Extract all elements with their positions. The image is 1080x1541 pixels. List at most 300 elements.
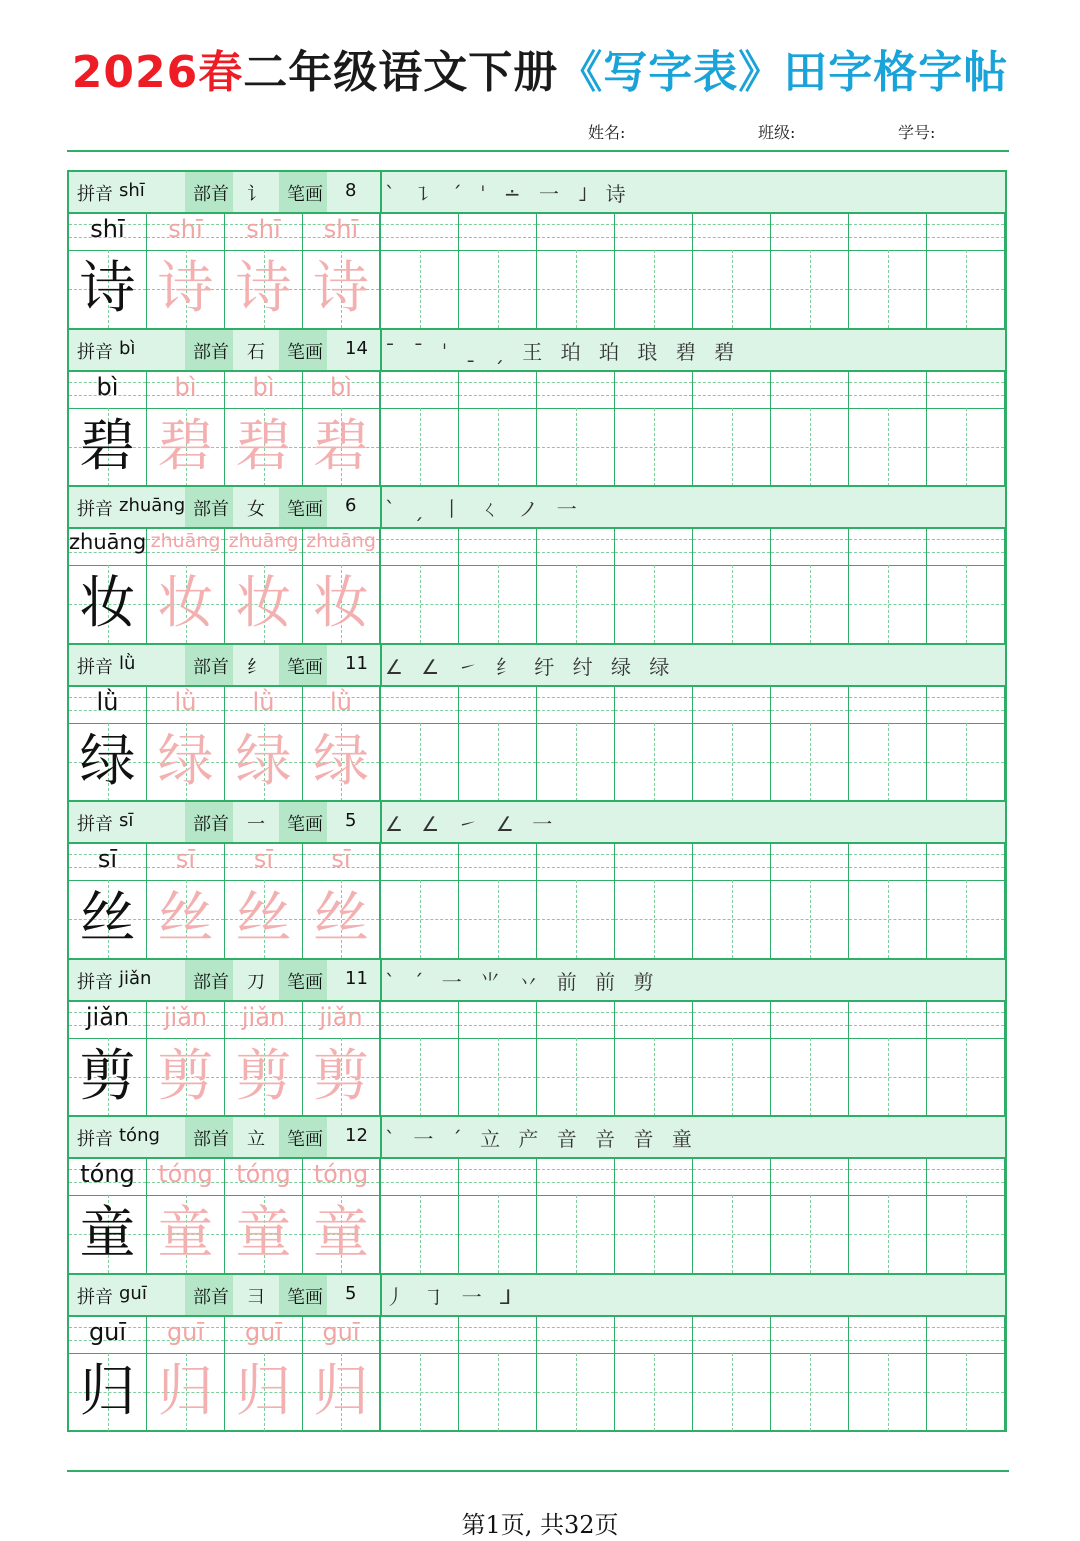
pinyin-practice-cell[interactable] — [459, 1315, 537, 1353]
pinyin-practice-cell[interactable] — [849, 685, 927, 723]
char-practice-cell[interactable] — [537, 723, 615, 801]
char-practice-cell[interactable] — [927, 565, 1005, 643]
char-trace: 丝 — [313, 886, 369, 951]
pinyin-practice-cell[interactable] — [459, 842, 537, 880]
char-row — [69, 565, 1005, 643]
pinyin-practice-cell[interactable] — [459, 685, 537, 723]
char-trace: 童 — [313, 1201, 369, 1266]
radical-label: 部首 — [193, 971, 229, 993]
char-practice-cell[interactable] — [771, 880, 849, 958]
strokes-label: 笔画 — [287, 971, 323, 993]
char-practice-cell[interactable] — [459, 408, 537, 486]
page-footer: 第1页, 共32页 — [461, 1511, 619, 1539]
radical-value: 女 — [247, 499, 265, 520]
title-subject: 《写字表》田字格字帖 — [558, 47, 1009, 98]
pinyin-practice-cell[interactable] — [693, 370, 771, 408]
bottom-divider — [67, 1470, 1009, 1472]
pinyin-practice-cell[interactable] — [927, 1000, 1005, 1038]
pinyin-trace: tóng — [158, 1160, 213, 1188]
pinyin-label: 拼音 — [77, 971, 113, 993]
char-cell — [147, 880, 225, 958]
char-row — [69, 250, 1005, 328]
pinyin-value: zhuāng — [119, 495, 186, 516]
pinyin-practice-cell[interactable] — [927, 370, 1005, 408]
radical-value: 纟 — [247, 656, 265, 678]
char-header — [69, 330, 1005, 372]
char-practice-cell[interactable] — [537, 1038, 615, 1116]
pinyin-cell — [147, 212, 225, 250]
char-trace: 归 — [235, 1358, 292, 1424]
pinyin-cell — [225, 685, 303, 723]
char-practice-cell[interactable] — [615, 565, 693, 643]
char-cell — [69, 1038, 147, 1116]
header-separator — [380, 645, 382, 685]
radical-value: 一 — [247, 814, 265, 835]
radical-label: 部首 — [193, 656, 229, 678]
pinyin-practice-cell[interactable] — [459, 527, 537, 565]
char-cell — [303, 880, 381, 958]
pinyin-cell — [69, 1315, 147, 1353]
pinyin-practice-cell[interactable] — [849, 1000, 927, 1038]
char-trace: 绿 — [313, 728, 369, 794]
char-practice-cell[interactable] — [381, 880, 459, 958]
char-practice-cell[interactable] — [537, 250, 615, 328]
radical-value: 讠 — [247, 184, 265, 205]
char-practice-cell[interactable] — [693, 723, 771, 801]
pinyin-practice-cell[interactable] — [693, 685, 771, 723]
char-practice-cell[interactable] — [537, 880, 615, 958]
pinyin-practice-cell[interactable] — [537, 685, 615, 723]
stroke-count: 12 — [345, 1125, 368, 1146]
pinyin-practice-cell[interactable] — [693, 527, 771, 565]
pinyin-cell — [303, 370, 381, 408]
char-practice-cell[interactable] — [849, 880, 927, 958]
char-practice-cell[interactable] — [615, 408, 693, 486]
pinyin-practice-cell[interactable] — [537, 527, 615, 565]
char-model: 诗 — [79, 256, 136, 321]
char-practice-cell[interactable] — [771, 1353, 849, 1431]
char-block — [67, 485, 1007, 643]
strokes-label: 笔画 — [287, 184, 323, 205]
pinyin-trace: lǜ — [174, 687, 197, 716]
char-cell — [225, 408, 303, 486]
pinyin-cell — [69, 370, 147, 408]
char-practice-cell[interactable] — [537, 1353, 615, 1431]
char-practice-cell[interactable] — [381, 1353, 459, 1431]
char-cell — [225, 250, 303, 328]
pinyin-value: shī — [119, 180, 145, 201]
char-cell — [69, 565, 147, 643]
pinyin-model: jiǎn — [85, 1002, 130, 1031]
pinyin-row — [69, 685, 1005, 724]
pinyin-cell — [69, 1157, 147, 1195]
char-practice-cell[interactable] — [849, 723, 927, 801]
pinyin-cell — [69, 527, 147, 565]
pinyin-practice-cell[interactable] — [381, 527, 459, 565]
char-trace: 绿 — [235, 728, 292, 794]
pinyin-trace: bì — [330, 372, 352, 401]
char-cell — [147, 565, 225, 643]
pinyin-practice-cell[interactable] — [927, 685, 1005, 723]
char-practice-cell[interactable] — [927, 250, 1005, 328]
pinyin-practice-cell[interactable] — [693, 842, 771, 880]
stroke-order: ∠ ∠ ㇀ ∠ 一 — [385, 812, 559, 836]
pinyin-label: 拼音 — [77, 184, 113, 205]
pinyin-label: 拼音 — [77, 499, 113, 520]
char-practice-cell[interactable] — [927, 723, 1005, 801]
pinyin-practice-cell[interactable] — [693, 1000, 771, 1038]
pinyin-practice-cell[interactable] — [615, 212, 693, 250]
char-trace: 妆 — [313, 571, 369, 636]
pinyin-cell — [303, 212, 381, 250]
char-block — [67, 1273, 1007, 1433]
pinyin-practice-cell[interactable] — [771, 527, 849, 565]
pinyin-cell — [147, 1000, 225, 1038]
char-model: 妆 — [79, 571, 136, 636]
page-title — [0, 36, 1080, 100]
pinyin-practice-cell[interactable] — [381, 842, 459, 880]
char-practice-cell[interactable] — [849, 408, 927, 486]
char-cell — [303, 408, 381, 486]
pinyin-model: guī — [88, 1317, 127, 1346]
radical-value: 彐 — [247, 1286, 265, 1308]
char-practice-cell[interactable] — [693, 1353, 771, 1431]
pinyin-trace: jiǎn — [163, 1002, 208, 1031]
char-practice-cell[interactable] — [459, 250, 537, 328]
pinyin-practice-cell[interactable] — [849, 212, 927, 250]
char-practice-cell[interactable] — [771, 565, 849, 643]
char-cell — [225, 723, 303, 801]
char-cell — [147, 250, 225, 328]
char-trace: 碧 — [235, 413, 292, 479]
char-cell — [303, 250, 381, 328]
pinyin-practice-cell[interactable] — [381, 685, 459, 723]
title-year: 2026春 — [71, 47, 244, 98]
pinyin-cell — [225, 527, 303, 565]
class-label: 班级: — [758, 123, 796, 142]
stroke-order: ˋ ˏ 丨 ㄑ ノ 一 — [385, 497, 583, 521]
char-trace: 归 — [157, 1358, 214, 1424]
title-grade: 二年级语文下册 — [243, 47, 559, 98]
char-trace: 诗 — [235, 256, 292, 321]
pinyin-practice-cell[interactable] — [849, 842, 927, 880]
pinyin-practice-cell[interactable] — [615, 842, 693, 880]
pinyin-trace: tóng — [236, 1160, 291, 1188]
char-practice-cell[interactable] — [693, 1038, 771, 1116]
char-trace: 妆 — [157, 571, 214, 636]
stroke-count: 6 — [345, 495, 357, 516]
pinyin-practice-cell[interactable] — [537, 842, 615, 880]
char-practice-cell[interactable] — [693, 250, 771, 328]
char-practice-cell[interactable] — [771, 250, 849, 328]
char-cell — [225, 1195, 303, 1273]
pinyin-trace: tóng — [313, 1160, 369, 1188]
char-practice-cell[interactable] — [459, 1353, 537, 1431]
char-model: 碧 — [79, 413, 136, 479]
pinyin-practice-cell[interactable] — [615, 685, 693, 723]
pinyin-cell — [225, 212, 303, 250]
header-separator — [380, 1275, 382, 1315]
char-header — [69, 960, 1005, 1002]
char-trace: 剪 — [313, 1043, 369, 1109]
pinyin-cell — [303, 1315, 381, 1353]
pinyin-practice-cell[interactable] — [537, 1315, 615, 1353]
char-practice-cell[interactable] — [771, 408, 849, 486]
char-model: 童 — [79, 1201, 136, 1266]
pinyin-trace: jiǎn — [241, 1002, 286, 1031]
pinyin-cell — [225, 842, 303, 880]
char-practice-cell[interactable] — [381, 1038, 459, 1116]
pinyin-practice-cell[interactable] — [537, 212, 615, 250]
char-trace: 归 — [313, 1358, 369, 1424]
char-practice-cell[interactable] — [771, 1195, 849, 1273]
pinyin-practice-cell[interactable] — [615, 1157, 693, 1195]
radical-value: 石 — [247, 341, 265, 363]
char-practice-cell[interactable] — [381, 565, 459, 643]
pinyin-practice-cell[interactable] — [615, 527, 693, 565]
pinyin-practice-cell[interactable] — [693, 1315, 771, 1353]
char-practice-cell[interactable] — [381, 1195, 459, 1273]
char-practice-cell[interactable] — [849, 565, 927, 643]
radical-label: 部首 — [193, 814, 229, 835]
pinyin-row — [69, 527, 1005, 566]
stroke-order: ˉ ˉ ˈ ˍ ˏ 王 珀 珀 琅 碧 碧 — [385, 339, 741, 364]
strokes-label: 笔画 — [287, 499, 323, 520]
char-cell — [303, 1195, 381, 1273]
char-practice-cell[interactable] — [459, 565, 537, 643]
pinyin-practice-cell[interactable] — [381, 370, 459, 408]
pinyin-practice-cell[interactable] — [927, 527, 1005, 565]
char-practice-cell[interactable] — [615, 1353, 693, 1431]
char-practice-cell[interactable] — [381, 723, 459, 801]
char-practice-cell[interactable] — [615, 723, 693, 801]
char-model: 剪 — [79, 1043, 136, 1109]
char-practice-cell[interactable] — [381, 408, 459, 486]
char-trace: 妆 — [235, 571, 292, 636]
pinyin-practice-cell[interactable] — [927, 1157, 1005, 1195]
pinyin-practice-cell[interactable] — [381, 1157, 459, 1195]
pinyin-label: 拼音 — [77, 814, 113, 835]
pinyin-cell — [147, 685, 225, 723]
pinyin-practice-cell[interactable] — [771, 1315, 849, 1353]
char-header — [69, 487, 1005, 529]
pinyin-trace: shī — [323, 215, 359, 243]
pinyin-practice-cell[interactable] — [927, 212, 1005, 250]
char-practice-cell[interactable] — [381, 250, 459, 328]
pinyin-cell — [303, 1000, 381, 1038]
pinyin-cell — [69, 212, 147, 250]
char-practice-cell[interactable] — [927, 408, 1005, 486]
char-cell — [69, 250, 147, 328]
pinyin-practice-cell[interactable] — [615, 370, 693, 408]
pinyin-practice-cell[interactable] — [459, 370, 537, 408]
pinyin-cell — [225, 1000, 303, 1038]
stroke-count: 5 — [345, 810, 357, 831]
char-practice-cell[interactable] — [459, 880, 537, 958]
radical-value: 刀 — [247, 971, 265, 993]
pinyin-row — [69, 370, 1005, 409]
header-separator — [380, 960, 382, 1000]
pinyin-practice-cell[interactable] — [537, 1000, 615, 1038]
stroke-count: 11 — [345, 652, 368, 674]
char-practice-cell[interactable] — [849, 1353, 927, 1431]
char-practice-cell[interactable] — [693, 408, 771, 486]
char-practice-cell[interactable] — [615, 1038, 693, 1116]
pinyin-practice-cell[interactable] — [537, 370, 615, 408]
char-practice-cell[interactable] — [927, 880, 1005, 958]
char-cell — [303, 1038, 381, 1116]
pinyin-practice-cell[interactable] — [927, 1315, 1005, 1353]
char-trace: 丝 — [235, 886, 292, 951]
pinyin-trace: sī — [331, 845, 351, 873]
char-practice-cell[interactable] — [927, 1195, 1005, 1273]
pinyin-label: 拼音 — [77, 1129, 113, 1150]
char-header — [69, 802, 1005, 844]
pinyin-practice-cell[interactable] — [693, 212, 771, 250]
pinyin-cell — [303, 685, 381, 723]
pinyin-cell — [147, 1157, 225, 1195]
char-practice-cell[interactable] — [693, 565, 771, 643]
pinyin-practice-cell[interactable] — [849, 527, 927, 565]
pinyin-practice-cell[interactable] — [771, 1157, 849, 1195]
char-practice-cell[interactable] — [537, 565, 615, 643]
header-separator — [380, 802, 382, 842]
pinyin-practice-cell[interactable] — [537, 1157, 615, 1195]
pinyin-practice-cell[interactable] — [615, 1315, 693, 1353]
char-practice-cell[interactable] — [459, 723, 537, 801]
radical-label: 部首 — [193, 1129, 229, 1150]
char-practice-cell[interactable] — [771, 723, 849, 801]
pinyin-row — [69, 1000, 1005, 1039]
char-header — [69, 1275, 1005, 1317]
char-cell — [69, 723, 147, 801]
char-cell — [147, 408, 225, 486]
stroke-count: 8 — [345, 180, 357, 201]
char-trace: 碧 — [313, 413, 369, 479]
pinyin-trace: guī — [166, 1317, 205, 1346]
stroke-count: 14 — [345, 337, 368, 359]
char-practice-cell[interactable] — [927, 1038, 1005, 1116]
pinyin-trace: bì — [252, 372, 275, 401]
header-separator — [380, 172, 382, 212]
char-cell — [69, 1195, 147, 1273]
pinyin-cell — [147, 370, 225, 408]
pinyin-trace: lǜ — [252, 687, 275, 716]
pinyin-practice-cell[interactable] — [693, 1157, 771, 1195]
pinyin-practice-cell[interactable] — [927, 842, 1005, 880]
char-practice-cell[interactable] — [615, 1195, 693, 1273]
char-cell — [69, 1353, 147, 1431]
strokes-label: 笔画 — [287, 341, 323, 363]
char-practice-cell[interactable] — [459, 1195, 537, 1273]
pinyin-practice-cell[interactable] — [615, 1000, 693, 1038]
char-cell — [147, 1353, 225, 1431]
pinyin-trace: guī — [244, 1317, 283, 1346]
char-practice-cell[interactable] — [849, 1038, 927, 1116]
pinyin-model: bì — [96, 372, 119, 401]
char-practice-cell[interactable] — [693, 880, 771, 958]
char-practice-cell[interactable] — [771, 1038, 849, 1116]
strokes-label: 笔画 — [287, 1129, 323, 1150]
char-row — [69, 408, 1005, 486]
strokes-label: 笔画 — [287, 656, 323, 678]
char-trace: 剪 — [157, 1043, 214, 1109]
char-row — [69, 1038, 1005, 1116]
pinyin-practice-cell[interactable] — [771, 1000, 849, 1038]
char-practice-cell[interactable] — [927, 1353, 1005, 1431]
pinyin-practice-cell[interactable] — [459, 1157, 537, 1195]
pinyin-label: 拼音 — [77, 656, 113, 678]
pinyin-model: lǜ — [96, 687, 119, 716]
char-practice-cell[interactable] — [537, 408, 615, 486]
char-trace: 剪 — [235, 1043, 292, 1109]
stroke-count: 5 — [345, 1282, 357, 1304]
char-practice-cell[interactable] — [459, 1038, 537, 1116]
char-trace: 绿 — [157, 728, 214, 794]
char-practice-cell[interactable] — [693, 1195, 771, 1273]
pinyin-practice-cell[interactable] — [459, 212, 537, 250]
char-practice-cell[interactable] — [615, 880, 693, 958]
pinyin-trace: sī — [253, 845, 274, 873]
pinyin-trace: shī — [168, 215, 203, 243]
pinyin-trace: zhuāng — [228, 530, 299, 552]
char-model: 绿 — [79, 728, 136, 794]
char-cell — [225, 1038, 303, 1116]
pinyin-value: guī — [119, 1282, 147, 1304]
char-practice-cell[interactable] — [849, 1195, 927, 1273]
pinyin-cell — [69, 1000, 147, 1038]
pinyin-practice-cell[interactable] — [381, 212, 459, 250]
char-cell — [69, 408, 147, 486]
char-cell — [225, 1353, 303, 1431]
pinyin-practice-cell[interactable] — [771, 842, 849, 880]
pinyin-trace: zhuāng — [150, 530, 221, 552]
pinyin-practice-cell[interactable] — [849, 1315, 927, 1353]
pinyin-trace: jiǎn — [319, 1002, 363, 1031]
pinyin-value: tóng — [119, 1125, 160, 1146]
pinyin-cell — [69, 842, 147, 880]
header-separator — [380, 487, 382, 527]
pinyin-cell — [303, 842, 381, 880]
pinyin-practice-cell[interactable] — [771, 212, 849, 250]
char-header — [69, 1117, 1005, 1159]
char-practice-cell[interactable] — [537, 1195, 615, 1273]
pinyin-practice-cell[interactable] — [849, 370, 927, 408]
char-practice-cell[interactable] — [849, 250, 927, 328]
char-model: 归 — [79, 1358, 136, 1424]
pinyin-cell — [225, 370, 303, 408]
radical-label: 部首 — [193, 341, 229, 363]
pinyin-label: 拼音 — [77, 341, 113, 363]
char-row — [69, 1195, 1005, 1273]
char-cell — [147, 1195, 225, 1273]
pinyin-practice-cell[interactable] — [381, 1000, 459, 1038]
name-label: 姓名: — [588, 123, 626, 142]
pinyin-practice-cell[interactable] — [381, 1315, 459, 1353]
pinyin-practice-cell[interactable] — [771, 685, 849, 723]
pinyin-practice-cell[interactable] — [771, 370, 849, 408]
pinyin-practice-cell[interactable] — [849, 1157, 927, 1195]
char-practice-cell[interactable] — [615, 250, 693, 328]
pinyin-model: tóng — [80, 1160, 135, 1188]
pinyin-practice-cell[interactable] — [459, 1000, 537, 1038]
top-divider — [67, 150, 1009, 152]
number-label: 学号: — [898, 123, 936, 142]
char-header — [69, 172, 1005, 214]
pinyin-cell — [225, 1157, 303, 1195]
pinyin-row — [69, 1157, 1005, 1196]
char-cell — [225, 880, 303, 958]
